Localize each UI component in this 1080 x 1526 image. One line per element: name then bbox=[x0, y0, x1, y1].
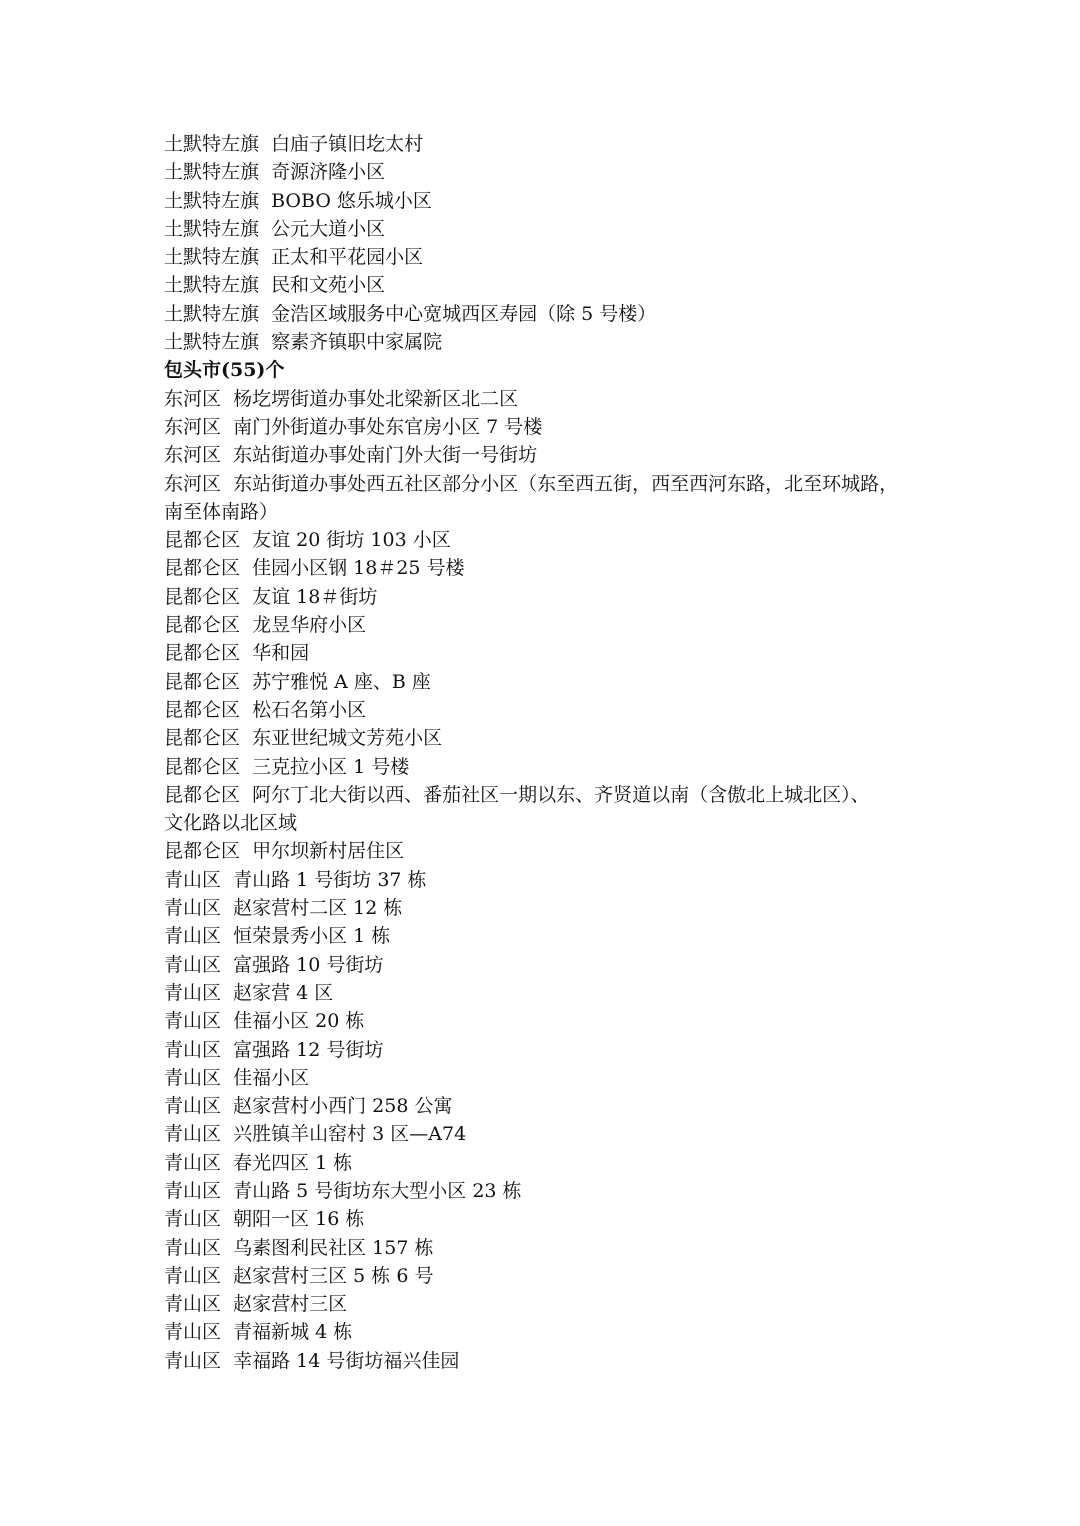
list-item bbox=[164, 441, 924, 469]
place-name: 赵家营村三区 5 栋 6 号 bbox=[233, 1264, 434, 1287]
list-item bbox=[164, 1234, 924, 1262]
entry-list-tumote bbox=[164, 130, 924, 356]
place-name: 友谊 18＃街坊 bbox=[252, 585, 378, 608]
place-name: 兴胜镇羊山窑村 3 区—A74 bbox=[233, 1123, 467, 1146]
place-name: 松石名第小区 bbox=[252, 698, 367, 721]
place-name: 青福新城 4 栋 bbox=[233, 1321, 353, 1344]
list-item bbox=[164, 470, 924, 498]
district-name: 昆都仑区 bbox=[164, 727, 241, 750]
district-name: 土默特左旗 bbox=[164, 302, 260, 325]
list-item bbox=[164, 413, 924, 441]
district-name: 东河区 bbox=[164, 387, 222, 410]
district-name: 青山区 bbox=[164, 925, 222, 948]
list-item bbox=[164, 328, 924, 356]
list-item bbox=[164, 951, 924, 979]
list-item bbox=[164, 894, 924, 922]
list-item bbox=[164, 243, 924, 271]
district-name: 土默特左旗 bbox=[164, 161, 260, 184]
place-name: 赵家营村小西门 258 公寓 bbox=[233, 1095, 453, 1118]
list-item bbox=[164, 526, 924, 554]
district-name: 昆都仑区 bbox=[164, 670, 241, 693]
district-name: 青山区 bbox=[164, 1179, 222, 1202]
district-name: 土默特左旗 bbox=[164, 274, 260, 297]
place-name: 公元大道小区 bbox=[271, 217, 386, 240]
place-name: 朝阳一区 16 栋 bbox=[233, 1208, 365, 1231]
district-name: 土默特左旗 bbox=[164, 246, 260, 269]
district-name: 土默特左旗 bbox=[164, 217, 260, 240]
district-name: 青山区 bbox=[164, 1264, 222, 1287]
place-name: 察素齐镇职中家属院 bbox=[271, 331, 443, 354]
district-name: 青山区 bbox=[164, 1066, 222, 1089]
place-name: 东亚世纪城文芳苑小区 bbox=[252, 727, 443, 750]
district-name: 青山区 bbox=[164, 1236, 222, 1259]
place-name: 赵家营村二区 12 栋 bbox=[233, 897, 403, 920]
district-name: 青山区 bbox=[164, 1010, 222, 1033]
place-name: 赵家营村三区 bbox=[233, 1293, 348, 1316]
place-name: 友谊 20 街坊 103 小区 bbox=[252, 529, 451, 552]
section-heading-baotou: 包头市(55)个 bbox=[164, 359, 285, 382]
list-item bbox=[164, 271, 924, 299]
list-item bbox=[164, 1036, 924, 1064]
district-name: 昆都仑区 bbox=[164, 529, 241, 552]
place-name: 东站街道办事处西五社区部分小区（东至西五街，西至西河东路，北至环城路， bbox=[233, 472, 899, 495]
district-name: 昆都仑区 bbox=[164, 840, 241, 863]
place-name: 富强路 10 号街坊 bbox=[233, 953, 384, 976]
list-item bbox=[164, 1007, 924, 1035]
list-item bbox=[164, 1177, 924, 1205]
list-item bbox=[164, 922, 924, 950]
list-item bbox=[164, 668, 924, 696]
district-name: 昆都仑区 bbox=[164, 755, 241, 778]
place-name: 东站街道办事处南门外大街一号街坊 bbox=[233, 444, 538, 467]
district-name: 青山区 bbox=[164, 897, 222, 920]
list-item bbox=[164, 1290, 924, 1318]
list-item bbox=[164, 866, 924, 894]
list-item bbox=[164, 215, 924, 243]
place-name: 青山路 5 号街坊东大型小区 23 栋 bbox=[233, 1179, 522, 1202]
list-item bbox=[164, 1064, 924, 1092]
place-name: 青山路 1 号街坊 37 栋 bbox=[233, 868, 427, 891]
place-name: 民和文苑小区 bbox=[271, 274, 386, 297]
district-name: 青山区 bbox=[164, 1038, 222, 1061]
district-name: 昆都仑区 bbox=[164, 642, 241, 665]
place-name: 甲尔坝新村居住区 bbox=[252, 840, 405, 863]
entry-list-baotou bbox=[164, 385, 924, 1375]
list-item bbox=[164, 158, 924, 186]
place-name: 杨圪塄街道办事处北梁新区北二区 bbox=[233, 387, 519, 410]
place-name: 春光四区 1 栋 bbox=[233, 1151, 353, 1174]
district-name: 青山区 bbox=[164, 868, 222, 891]
district-name: 青山区 bbox=[164, 1095, 222, 1118]
list-item-continuation: 文化路以北区域 bbox=[164, 812, 298, 835]
place-name: 白庙子镇旧圪太村 bbox=[271, 133, 424, 155]
district-name: 东河区 bbox=[164, 472, 222, 495]
district-name: 昆都仑区 bbox=[164, 557, 241, 580]
list-item bbox=[164, 696, 924, 724]
district-name: 昆都仑区 bbox=[164, 585, 241, 608]
list-item bbox=[164, 1120, 924, 1148]
place-name: 奇源济隆小区 bbox=[271, 161, 386, 184]
place-name: 乌素图利民社区 157 栋 bbox=[233, 1236, 434, 1259]
list-item bbox=[164, 781, 924, 809]
district-name: 土默特左旗 bbox=[164, 331, 260, 354]
district-name: 青山区 bbox=[164, 981, 222, 1004]
district-name: 东河区 bbox=[164, 415, 222, 438]
list-item bbox=[164, 979, 924, 1007]
list-item bbox=[164, 1092, 924, 1120]
district-name: 青山区 bbox=[164, 953, 222, 976]
place-name: 三克拉小区 1 号楼 bbox=[252, 755, 410, 778]
district-name: 青山区 bbox=[164, 1123, 222, 1146]
district-name: 青山区 bbox=[164, 1293, 222, 1316]
district-name: 青山区 bbox=[164, 1321, 222, 1344]
list-item bbox=[164, 300, 924, 328]
district-name: 青山区 bbox=[164, 1349, 222, 1372]
list-item bbox=[164, 1347, 924, 1375]
list-item bbox=[164, 130, 924, 158]
list-item bbox=[164, 554, 924, 582]
district-name: 东河区 bbox=[164, 444, 222, 467]
place-name: 阿尔丁北大街以西、番茄社区一期以东、齐贤道以南（含傲北上城北区）、 bbox=[252, 783, 870, 806]
list-item bbox=[164, 583, 924, 611]
list-item bbox=[164, 639, 924, 667]
list-item bbox=[164, 611, 924, 639]
place-name: 赵家营 4 区 bbox=[233, 981, 334, 1004]
list-item bbox=[164, 724, 924, 752]
place-name: 南门外街道办事处东官房小区 7 号楼 bbox=[233, 415, 543, 438]
list-item bbox=[164, 837, 924, 865]
district-name: 土默特左旗 bbox=[164, 133, 260, 155]
list-item bbox=[164, 1149, 924, 1177]
place-name: 佳福小区 bbox=[233, 1066, 310, 1089]
place-name: 龙昱华府小区 bbox=[252, 614, 367, 637]
district-name: 昆都仑区 bbox=[164, 698, 241, 721]
district-name: 青山区 bbox=[164, 1208, 222, 1231]
district-name: 青山区 bbox=[164, 1151, 222, 1174]
place-name: 佳福小区 20 栋 bbox=[233, 1010, 365, 1033]
list-item bbox=[164, 187, 924, 215]
list-item-continuation: 南至体南路） bbox=[164, 500, 279, 523]
list-item bbox=[164, 1205, 924, 1233]
document-body bbox=[164, 130, 924, 1375]
district-name: 昆都仑区 bbox=[164, 783, 241, 806]
district-name: 土默特左旗 bbox=[164, 189, 260, 212]
place-name: 幸福路 14 号街坊福兴佳园 bbox=[233, 1349, 460, 1372]
place-name: 富强路 12 号街坊 bbox=[233, 1038, 384, 1061]
place-name: 华和园 bbox=[252, 642, 310, 665]
place-name: 金浩区域服务中心宽城西区寿园（除 5 号楼） bbox=[271, 302, 657, 325]
list-item bbox=[164, 1318, 924, 1346]
district-name: 昆都仑区 bbox=[164, 614, 241, 637]
place-name: BOBO 悠乐城小区 bbox=[271, 189, 432, 212]
list-item bbox=[164, 753, 924, 781]
place-name: 正太和平花园小区 bbox=[271, 246, 424, 269]
place-name: 苏宁雅悦 A 座、B 座 bbox=[252, 670, 431, 693]
list-item bbox=[164, 385, 924, 413]
list-item bbox=[164, 1262, 924, 1290]
place-name: 恒荣景秀小区 1 栋 bbox=[233, 925, 391, 948]
place-name: 佳园小区钢 18＃25 号楼 bbox=[252, 557, 465, 580]
